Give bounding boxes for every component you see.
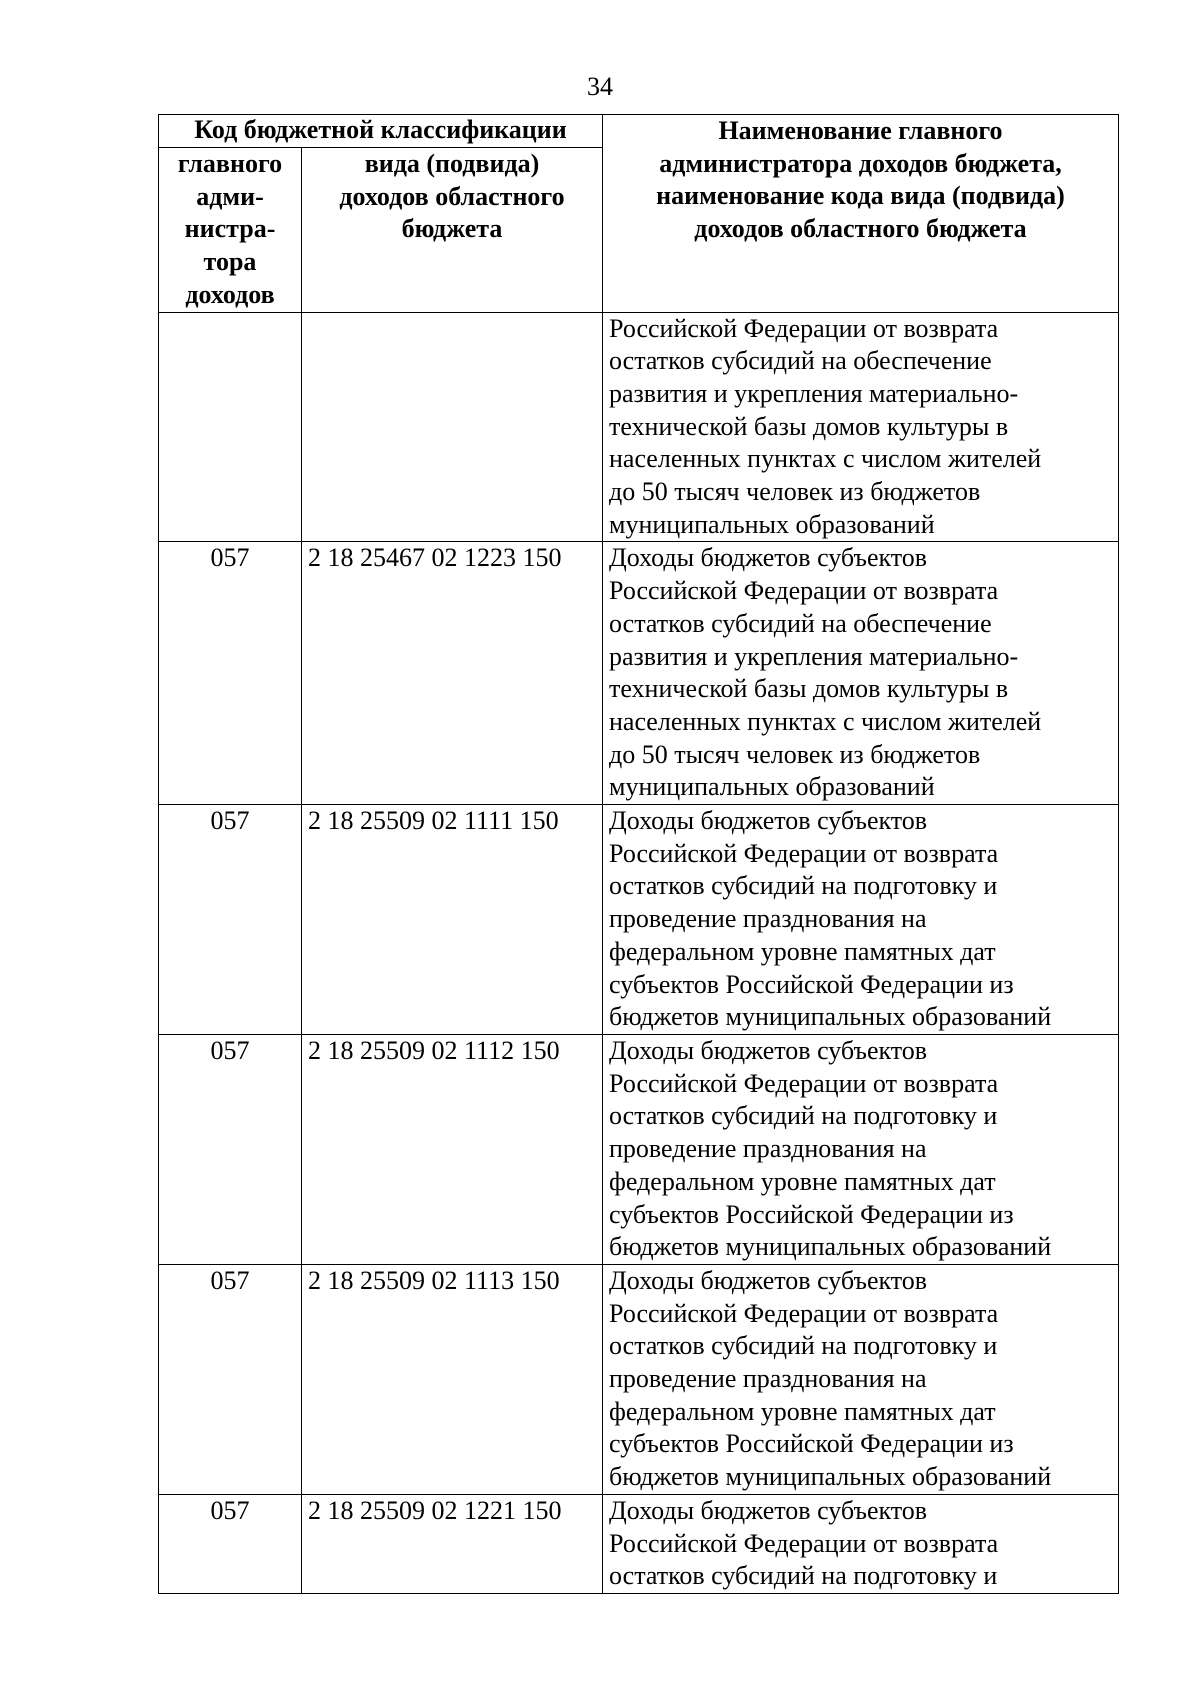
name-line: субъектов Российской Федерации из — [609, 969, 1014, 999]
admin-code-cell: 057 — [159, 805, 302, 1035]
header-line: вида (подвида) — [364, 149, 540, 178]
header-line: адми- — [196, 181, 264, 211]
table-row — [159, 1034, 1119, 1264]
name-line: технической базы домов культуры в — [609, 674, 1009, 704]
table-row — [159, 1264, 1119, 1494]
name-line: до 50 тысяч человек из бюджетов — [609, 739, 981, 769]
admin-code-cell — [159, 312, 302, 542]
revenue-name-cell — [603, 312, 1119, 542]
name-line: Доходы бюджетов субъектов — [609, 1265, 928, 1295]
budget-classification-table — [158, 114, 1119, 1594]
header-line: тора — [203, 247, 257, 277]
name-line: развития и укрепления материально- — [609, 641, 1019, 671]
name-line: проведение празднования на — [609, 904, 927, 934]
name-line: развития и укрепления материально- — [609, 378, 1019, 408]
admin-code-cell: 057 — [159, 542, 302, 805]
name-line: бюджетов муниципальных образований — [609, 1462, 1052, 1492]
name-line: Российской Федерации от возврата — [609, 1528, 999, 1558]
name-line: Российской Федерации от возврата — [609, 576, 999, 606]
name-line: Российской Федерации от возврата — [609, 838, 999, 868]
table-body — [159, 312, 1119, 1593]
name-line: населенных пунктах с числом жителей — [609, 444, 1042, 474]
header-line: нистра- — [184, 214, 276, 244]
header-row-group — [159, 115, 1119, 148]
name-line: Российской Федерации от возврата — [609, 313, 999, 343]
name-line: остатков субсидий на подготовку и — [609, 1561, 998, 1591]
name-line: субъектов Российской Федерации из — [609, 1199, 1014, 1229]
code-column-header — [302, 148, 603, 313]
revenue-code-cell — [302, 312, 603, 542]
name-line: федеральном уровне памятных дат — [609, 936, 996, 966]
name-line: остатков субсидий на подготовку и — [609, 1101, 998, 1131]
name-line: Доходы бюджетов субъектов — [609, 1495, 928, 1525]
admin-code-cell: 057 — [159, 1034, 302, 1264]
budget-code-group-header: Код бюджетной классификации — [159, 115, 603, 148]
revenue-name-cell — [603, 1494, 1119, 1593]
revenue-code-cell: 2 18 25509 02 1111 150 — [302, 805, 603, 1035]
name-column-header — [603, 115, 1119, 313]
header-line: главного — [177, 149, 283, 178]
admin-code-cell: 057 — [159, 1264, 302, 1494]
header-line: доходов областного бюджета — [694, 214, 1027, 244]
name-line: остатков субсидий на обеспечение — [609, 608, 992, 638]
name-line: остатков субсидий на подготовку и — [609, 871, 998, 901]
table-row — [159, 312, 1119, 542]
admin-column-header — [159, 148, 302, 313]
admin-code-cell: 057 — [159, 1494, 302, 1593]
table-row — [159, 1494, 1119, 1593]
name-line: остатков субсидий на обеспечение — [609, 346, 992, 376]
table-header — [159, 115, 1119, 313]
revenue-code-cell: 2 18 25509 02 1113 150 — [302, 1264, 603, 1494]
name-line: бюджетов муниципальных образований — [609, 1002, 1052, 1032]
revenue-code-cell: 2 18 25509 02 1112 150 — [302, 1034, 603, 1264]
name-line: Доходы бюджетов субъектов — [609, 806, 928, 836]
name-line: технической базы домов культуры в — [609, 411, 1009, 441]
name-line: муниципальных образований — [609, 509, 935, 539]
revenue-name-cell — [603, 1034, 1119, 1264]
name-line: Доходы бюджетов субъектов — [609, 1035, 928, 1065]
name-line: остатков субсидий на подготовку и — [609, 1331, 998, 1361]
header-line: администратора доходов бюджета, — [659, 148, 1062, 178]
revenue-name-cell — [603, 805, 1119, 1035]
name-line: до 50 тысяч человек из бюджетов — [609, 477, 981, 507]
header-line: наименование кода вида (подвида) — [656, 181, 1065, 211]
name-line: Доходы бюджетов субъектов — [609, 543, 928, 573]
header-line: доходов областного — [339, 181, 565, 211]
revenue-name-cell — [603, 1264, 1119, 1494]
table-row — [159, 542, 1119, 805]
name-line: проведение празднования на — [609, 1364, 927, 1394]
revenue-code-cell: 2 18 25509 02 1221 150 — [302, 1494, 603, 1593]
name-line: муниципальных образований — [609, 772, 935, 802]
header-line: доходов — [185, 279, 275, 309]
name-line: Российской Федерации от возврата — [609, 1068, 999, 1098]
header-line: Наименование главного — [718, 116, 1003, 145]
revenue-code-cell: 2 18 25467 02 1223 150 — [302, 542, 603, 805]
header-line: бюджета — [401, 214, 503, 244]
page-number: 34 — [587, 72, 613, 101]
name-line: бюджетов муниципальных образований — [609, 1232, 1052, 1262]
name-line: населенных пунктах с числом жителей — [609, 706, 1042, 736]
name-line: Российской Федерации от возврата — [609, 1298, 999, 1328]
revenue-name-cell — [603, 542, 1119, 805]
name-line: проведение празднования на — [609, 1134, 927, 1164]
name-line: федеральном уровне памятных дат — [609, 1166, 996, 1196]
name-line: субъектов Российской Федерации из — [609, 1429, 1014, 1459]
name-line: федеральном уровне памятных дат — [609, 1396, 996, 1426]
table-row — [159, 805, 1119, 1035]
